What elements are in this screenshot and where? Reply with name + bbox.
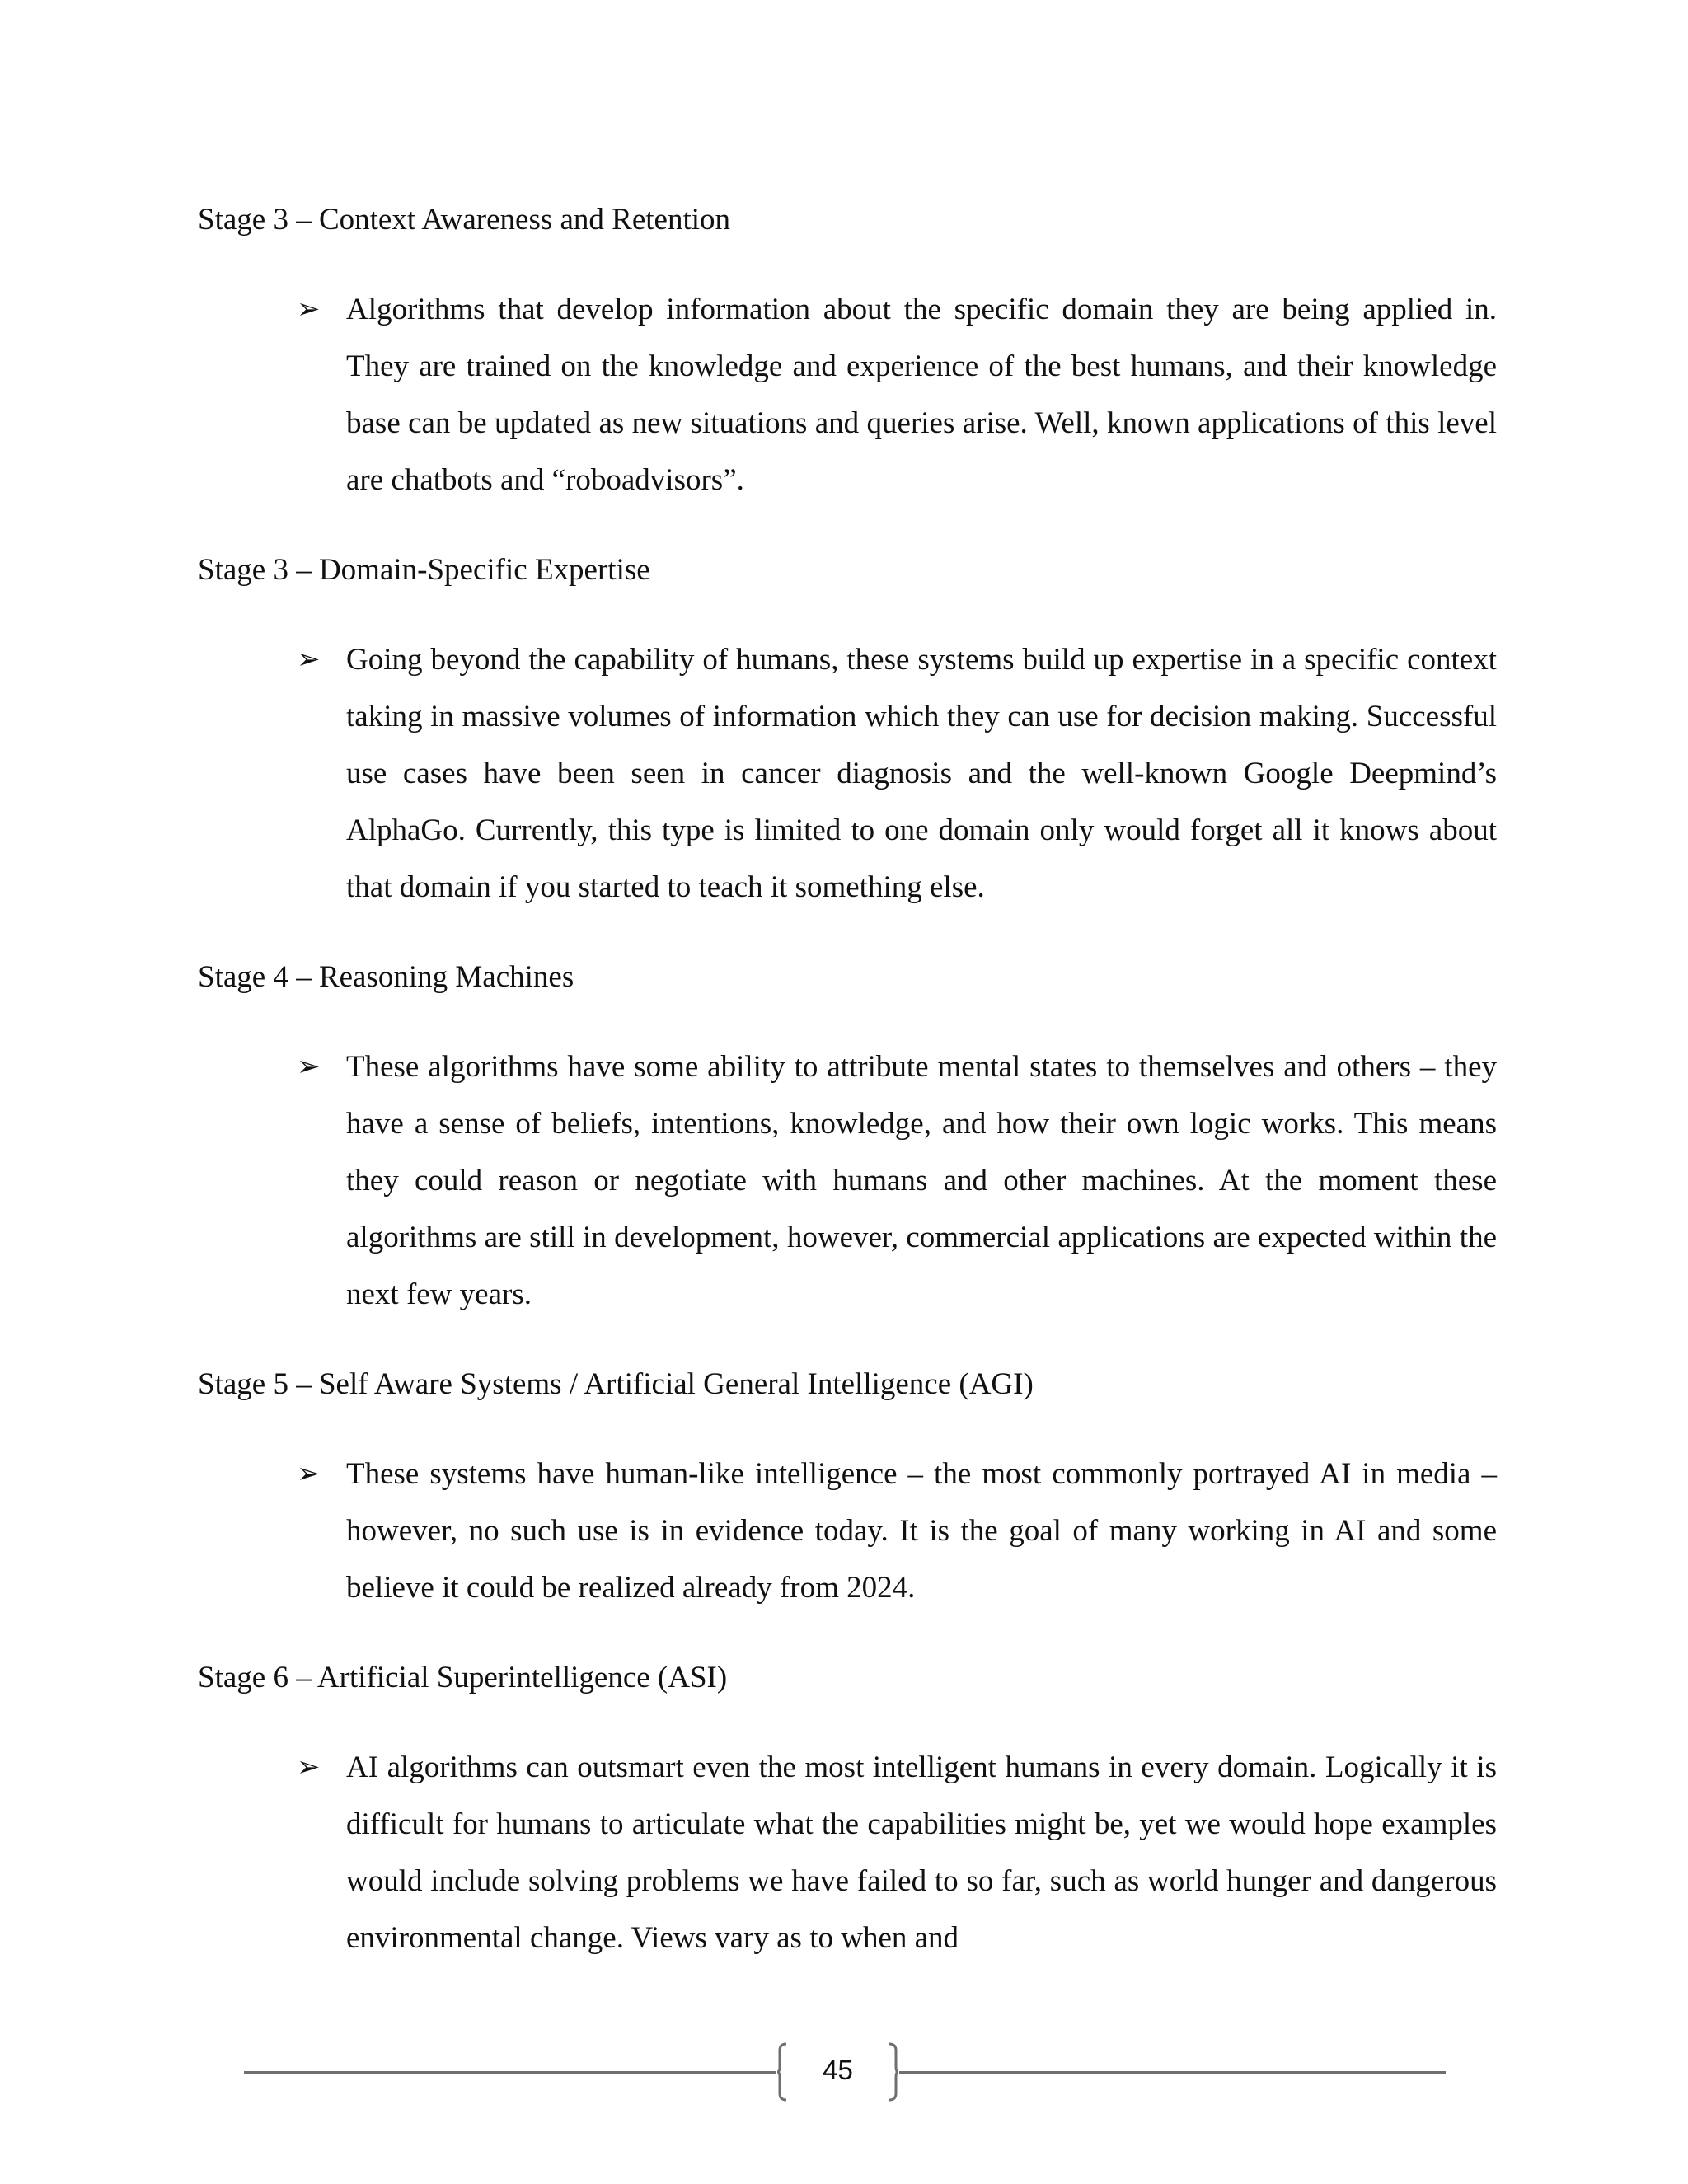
stage-heading: Stage 6 – Artificial Superintelligence (ASI)	[198, 1661, 728, 1694]
page-number: 45	[823, 2055, 853, 2085]
bullet-text: Algorithms that develop information about the specific domain they are being applied in. They are trained on the knowledge and experience of the best humans, and their knowledge base can be updated as new situations and queries arise. Well, known applications of this level are chatbots and “roboadvisors”.	[346, 293, 1497, 497]
arrowhead-bullet-icon: ➢	[297, 1750, 321, 1783]
stage-heading: Stage 3 – Context Awareness and Retention	[198, 203, 731, 237]
arrowhead-bullet-icon: ➢	[297, 643, 321, 676]
bullet-item	[297, 1038, 1497, 1323]
arrowhead-bullet-icon: ➢	[297, 1050, 321, 1083]
bullet-item	[297, 1739, 1497, 1966]
footer-rule-right	[899, 2071, 1446, 2074]
stage-heading: Stage 4 – Reasoning Machines	[198, 960, 574, 994]
bullet-text: Going beyond the capability of humans, these systems build up expertise in a specific context taking in massive volumes of information which they can use for decision making. Successful use cases have been seen in cancer diagnosis and the well-known Google Deepmind’s AlphaGo. Currently, this type is limited to one domain only would forget all it knows about that domain if you started to teach it something else.	[346, 643, 1497, 904]
bullet-item	[297, 281, 1497, 509]
footer-rule-left	[244, 2071, 776, 2074]
right-brace-icon	[888, 2042, 899, 2102]
stage-heading: Stage 5 – Self Aware Systems / Artificial General Intelligence (AGI)	[198, 1367, 1034, 1401]
bullet-text: These algorithms have some ability to attribute mental states to themselves and others – they have a sense of beliefs, intentions, knowledge, and how their own logic works. This means they could reason or negotiate with humans and other machines. At the moment these algorithms are still in development, however, commercial applications are expected within the next few years.	[346, 1050, 1497, 1311]
bullet-text: AI algorithms can outsmart even the most intelligent humans in every domain. Logically it is difficult for humans to articulate what the capabilities might be, yet we would hope examples would include solving problems we have failed to so far, such as world hunger and dangerous environmental change. Views vary as to when and	[346, 1750, 1497, 1955]
left-brace-icon	[776, 2042, 788, 2102]
page-body	[198, 191, 1497, 1999]
arrowhead-bullet-icon: ➢	[297, 293, 321, 326]
stage-heading: Stage 3 – Domain-Specific Expertise	[198, 553, 650, 587]
bullet-item	[297, 631, 1497, 916]
bullet-text: These systems have human-like intelligence – the most commonly portrayed AI in media – however, no such use is in evidence today. It is the goal of many working in AI and some believe it could be realized already from 2024.	[346, 1457, 1497, 1605]
page-footer	[244, 2034, 1446, 2100]
arrowhead-bullet-icon: ➢	[297, 1457, 321, 1490]
bullet-item	[297, 1446, 1497, 1616]
